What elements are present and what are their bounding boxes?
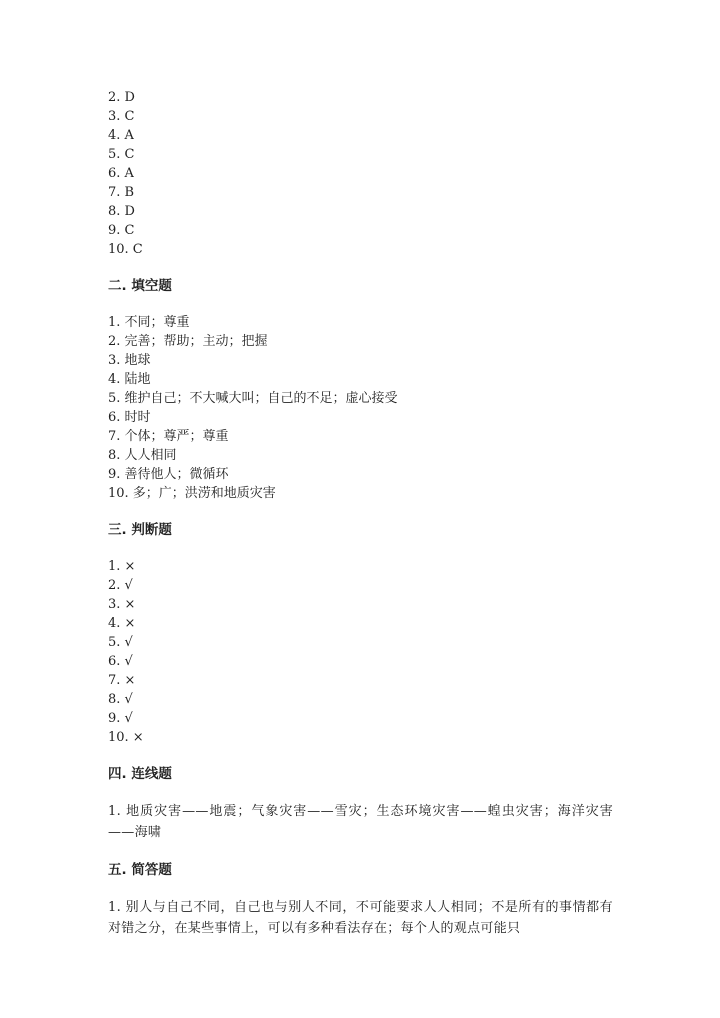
judge-answer-8: 8. √ — [108, 692, 133, 707]
fill-answer-7: 7. 个体；尊严；尊重 — [108, 429, 229, 444]
choice-answer-2: 2. D — [108, 90, 135, 105]
judge-answer-7: 7. × — [108, 673, 136, 688]
judge-answer-1: 1. × — [108, 559, 136, 574]
short-answer-text: 1. 别人与自己不同，自己也与别人不同，不可能要求人人相同；不是所有的事情都有对错之分，在某些事情上，可以有多种看法存在；每个人的观点可能只 — [108, 900, 613, 936]
choice-answer-10: 10. C — [108, 242, 143, 257]
choice-answer-6: 6. A — [108, 166, 134, 181]
judge-answer-2: 2. √ — [108, 578, 133, 593]
fill-blank-answers — [108, 313, 613, 503]
fill-answer-9: 9. 善待他人；微循环 — [108, 467, 229, 482]
fill-blank-heading: 二. 填空题 — [108, 278, 172, 294]
judgment-answers — [108, 557, 613, 747]
matching-answer: 1. 地质灾害——地震；气象灾害——雪灾；生态环境灾害——蝗虫灾害；海洋灾害——海啸 — [108, 804, 613, 840]
choice-answer-3: 3. C — [108, 109, 135, 124]
judge-answer-6: 6. √ — [108, 654, 133, 669]
fill-answer-6: 6. 时时 — [108, 410, 151, 425]
short-answer-heading: 五. 简答题 — [108, 862, 172, 878]
answer-sheet — [108, 88, 613, 939]
fill-answer-5: 5. 维护自己；不大喊大叫；自己的不足；虚心接受 — [108, 391, 398, 406]
fill-answer-3: 3. 地球 — [108, 353, 151, 368]
judge-answer-4: 4. × — [108, 616, 136, 631]
fill-answer-2: 2. 完善；帮助；主动；把握 — [108, 334, 268, 349]
fill-answer-4: 4. 陆地 — [108, 372, 151, 387]
fill-answer-8: 8. 人人相同 — [108, 448, 177, 463]
judge-answer-10: 10. × — [108, 730, 144, 745]
fill-answer-1: 1. 不同；尊重 — [108, 315, 190, 330]
judge-answer-5: 5. √ — [108, 635, 133, 650]
judgment-heading: 三. 判断题 — [108, 522, 172, 538]
judge-answer-9: 9. √ — [108, 711, 133, 726]
fill-answer-10: 10. 多；广；洪涝和地质灾害 — [108, 486, 276, 501]
choice-answer-8: 8. D — [108, 204, 135, 219]
choice-answer-4: 4. A — [108, 128, 134, 143]
choice-answer-5: 5. C — [108, 147, 135, 162]
choice-answer-9: 9. C — [108, 223, 135, 238]
judge-answer-3: 3. × — [108, 597, 136, 612]
choice-answers — [108, 88, 613, 259]
matching-heading: 四. 连线题 — [108, 766, 172, 782]
choice-answer-7: 7. B — [108, 185, 135, 200]
